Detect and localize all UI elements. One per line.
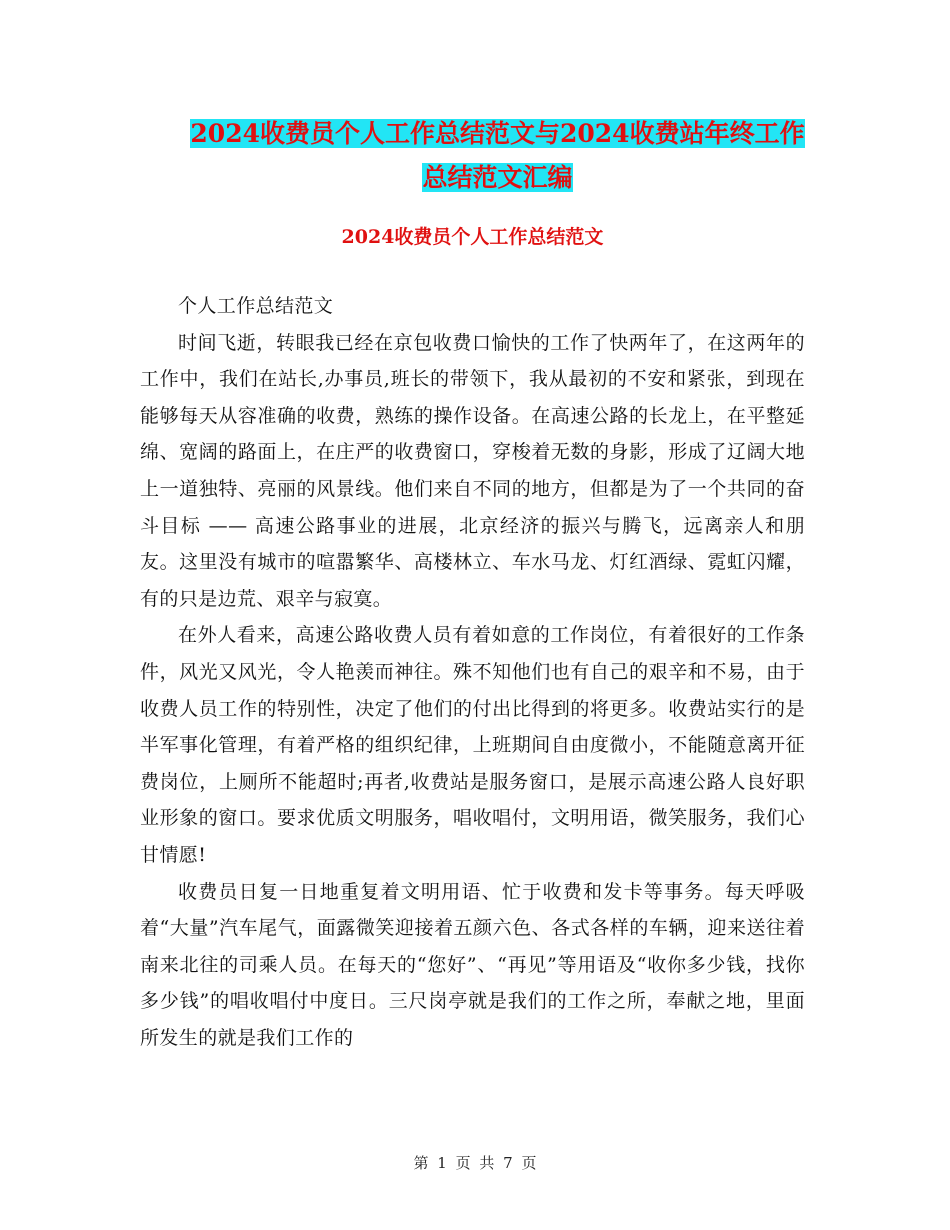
document-body xyxy=(140,288,805,1056)
title-line-2: 总结范文汇编 xyxy=(422,163,573,192)
document-title xyxy=(140,112,855,200)
page-footer: 第 1 页 共 7 页 xyxy=(413,1154,537,1172)
paragraph-subtitle: 个人工作总结范文 xyxy=(178,295,334,317)
section-title: 2024收费员个人工作总结范文 xyxy=(341,226,604,248)
paragraph: 收费员日复一日地重复着文明用语、忙于收费和发卡等事务。每天呼吸着“大量”汽车尾气，面露微笑迎接着五颜六色、各式各样的车辆，迎来送往着南来北往的司乘人员。在每天的“您好”、“再见”等用语及“收你多少钱，找你多少钱”的唱收唱付中度日。三尺岗亭就是我们的工作之所，奉献之地，里面所发生的就是我们工作的 xyxy=(140,880,805,1049)
paragraph: 在外人看来，高速公路收费人员有着如意的工作岗位，有着很好的工作条件，风光又风光，令人艳羡而神往。殊不知他们也有自己的艰辛和不易，由于收费人员工作的特别性，决定了他们的付出比得到的将更多。收费站实行的是半军事化管理，有着严格的组织纪律，上班期间自由度微小，不能随意离开征费岗位，上厕所不能超时;再者,收费站是服务窗口，是展示高速公路人良好职业形象的窗口。要求优质文明服务，唱收唱付，文明用语，微笑服务，我们心甘情愿! xyxy=(140,624,805,866)
paragraph: 时间飞逝，转眼我已经在京包收费口愉快的工作了快两年了，在这两年的工作中，我们在站长,办事员,班长的带领下，我从最初的不安和紧张，到现在能够每天从容准确的收费，熟练的操作设备。在高速公路的长龙上，在平整延绵、宽阔的路面上，在庄严的收费窗口，穿梭着无数的身影，形成了辽阔大地上一道独特、亮丽的风景线。他们来自不同的地方，但都是为了一个共同的奋斗目标 —— 高速公路事业的进展，北京经济的振兴与腾飞，远离亲人和朋友。这里没有城市的喧嚣繁华、高楼林立、车水马龙、灯红酒绿、霓虹闪耀，有的只是边荒、艰辛与寂寞。 xyxy=(140,331,805,610)
title-line-1: 2024收费员个人工作总结范文与2024收费站年终工作 xyxy=(190,119,805,148)
